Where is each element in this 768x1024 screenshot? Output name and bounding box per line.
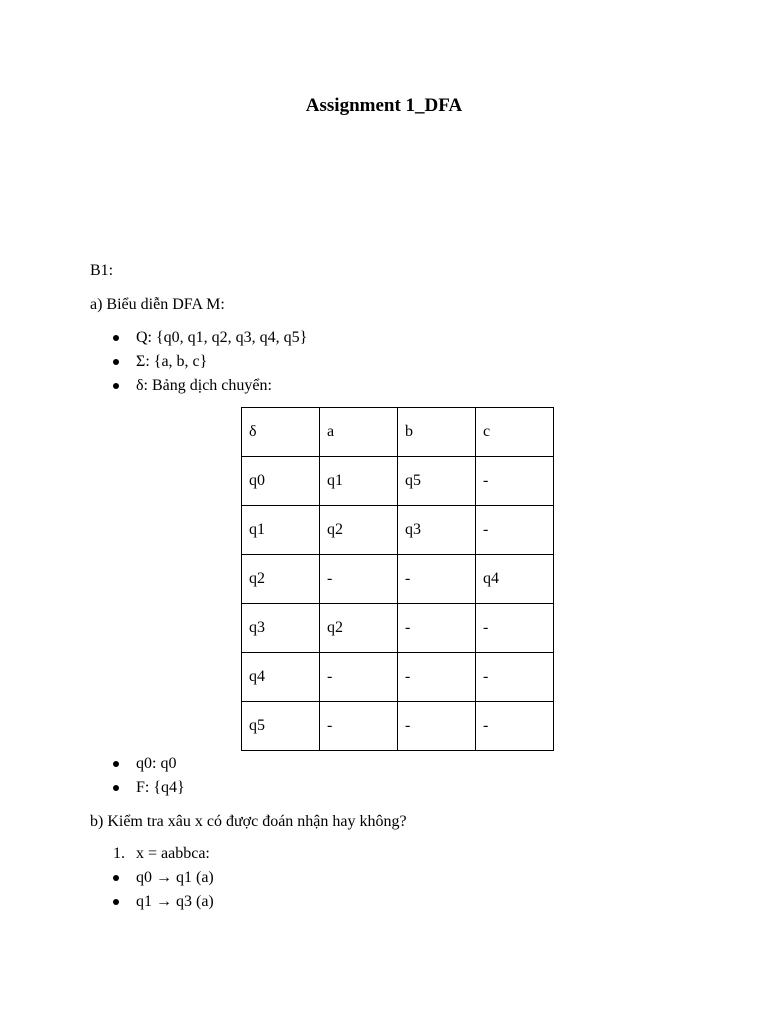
table-cell: - bbox=[476, 702, 554, 751]
document-title: Assignment 1_DFA bbox=[305, 95, 463, 116]
table-cell: q0 bbox=[242, 457, 320, 506]
table-row bbox=[242, 506, 554, 555]
table-row bbox=[242, 604, 554, 653]
dfa-definition-list bbox=[113, 328, 307, 400]
transition-steps-list bbox=[113, 868, 214, 916]
table-cell: q4 bbox=[242, 653, 320, 702]
list-item: Σ: {a, b, c} bbox=[113, 352, 307, 376]
test-string-list bbox=[113, 844, 210, 868]
list-item: q0: q0 bbox=[113, 754, 185, 778]
transition-table bbox=[241, 407, 554, 751]
table-cell: q3 bbox=[398, 506, 476, 555]
list-item: q0 → q1 (a) bbox=[113, 868, 214, 892]
dfa-start-final-list bbox=[113, 754, 185, 802]
table-cell: - bbox=[398, 604, 476, 653]
table-row bbox=[242, 653, 554, 702]
table-cell: q1 bbox=[242, 506, 320, 555]
list-item: F: {q4} bbox=[113, 778, 185, 802]
part-a-heading: a) Biểu diễn DFA M: bbox=[90, 296, 225, 313]
table-cell: - bbox=[476, 457, 554, 506]
table-cell: q4 bbox=[476, 555, 554, 604]
table-cell: - bbox=[476, 653, 554, 702]
table-cell: q1 bbox=[320, 457, 398, 506]
list-item: Q: {q0, q1, q2, q3, q4, q5} bbox=[113, 328, 307, 352]
list-number: 1. bbox=[113, 845, 125, 862]
table-header-cell: b bbox=[398, 408, 476, 457]
table-cell: - bbox=[398, 555, 476, 604]
table-header-cell: a bbox=[320, 408, 398, 457]
numbered-item bbox=[113, 844, 210, 868]
numbered-item-text: x = aabbca: bbox=[136, 845, 210, 862]
list-item: q1 → q3 (a) bbox=[113, 892, 214, 916]
part-b-heading: b) Kiểm tra xâu x có được đoán nhận hay không? bbox=[90, 813, 407, 830]
table-header-row bbox=[242, 408, 554, 457]
table-cell: q2 bbox=[242, 555, 320, 604]
table-cell: - bbox=[398, 653, 476, 702]
table-header-cell: c bbox=[476, 408, 554, 457]
table-cell: q2 bbox=[320, 604, 398, 653]
table-row bbox=[242, 555, 554, 604]
table-cell: q5 bbox=[398, 457, 476, 506]
table-cell: - bbox=[398, 702, 476, 751]
table-cell: - bbox=[476, 604, 554, 653]
table-header-cell: δ bbox=[242, 408, 320, 457]
table-cell: - bbox=[320, 653, 398, 702]
table-row bbox=[242, 702, 554, 751]
table-cell: - bbox=[476, 506, 554, 555]
table-cell: q3 bbox=[242, 604, 320, 653]
table-cell: q5 bbox=[242, 702, 320, 751]
table-cell: q2 bbox=[320, 506, 398, 555]
table-row bbox=[242, 457, 554, 506]
table-cell: - bbox=[320, 702, 398, 751]
section-label: B1: bbox=[90, 262, 114, 279]
table-cell: - bbox=[320, 555, 398, 604]
list-item: δ: Bảng dịch chuyển: bbox=[113, 376, 307, 400]
